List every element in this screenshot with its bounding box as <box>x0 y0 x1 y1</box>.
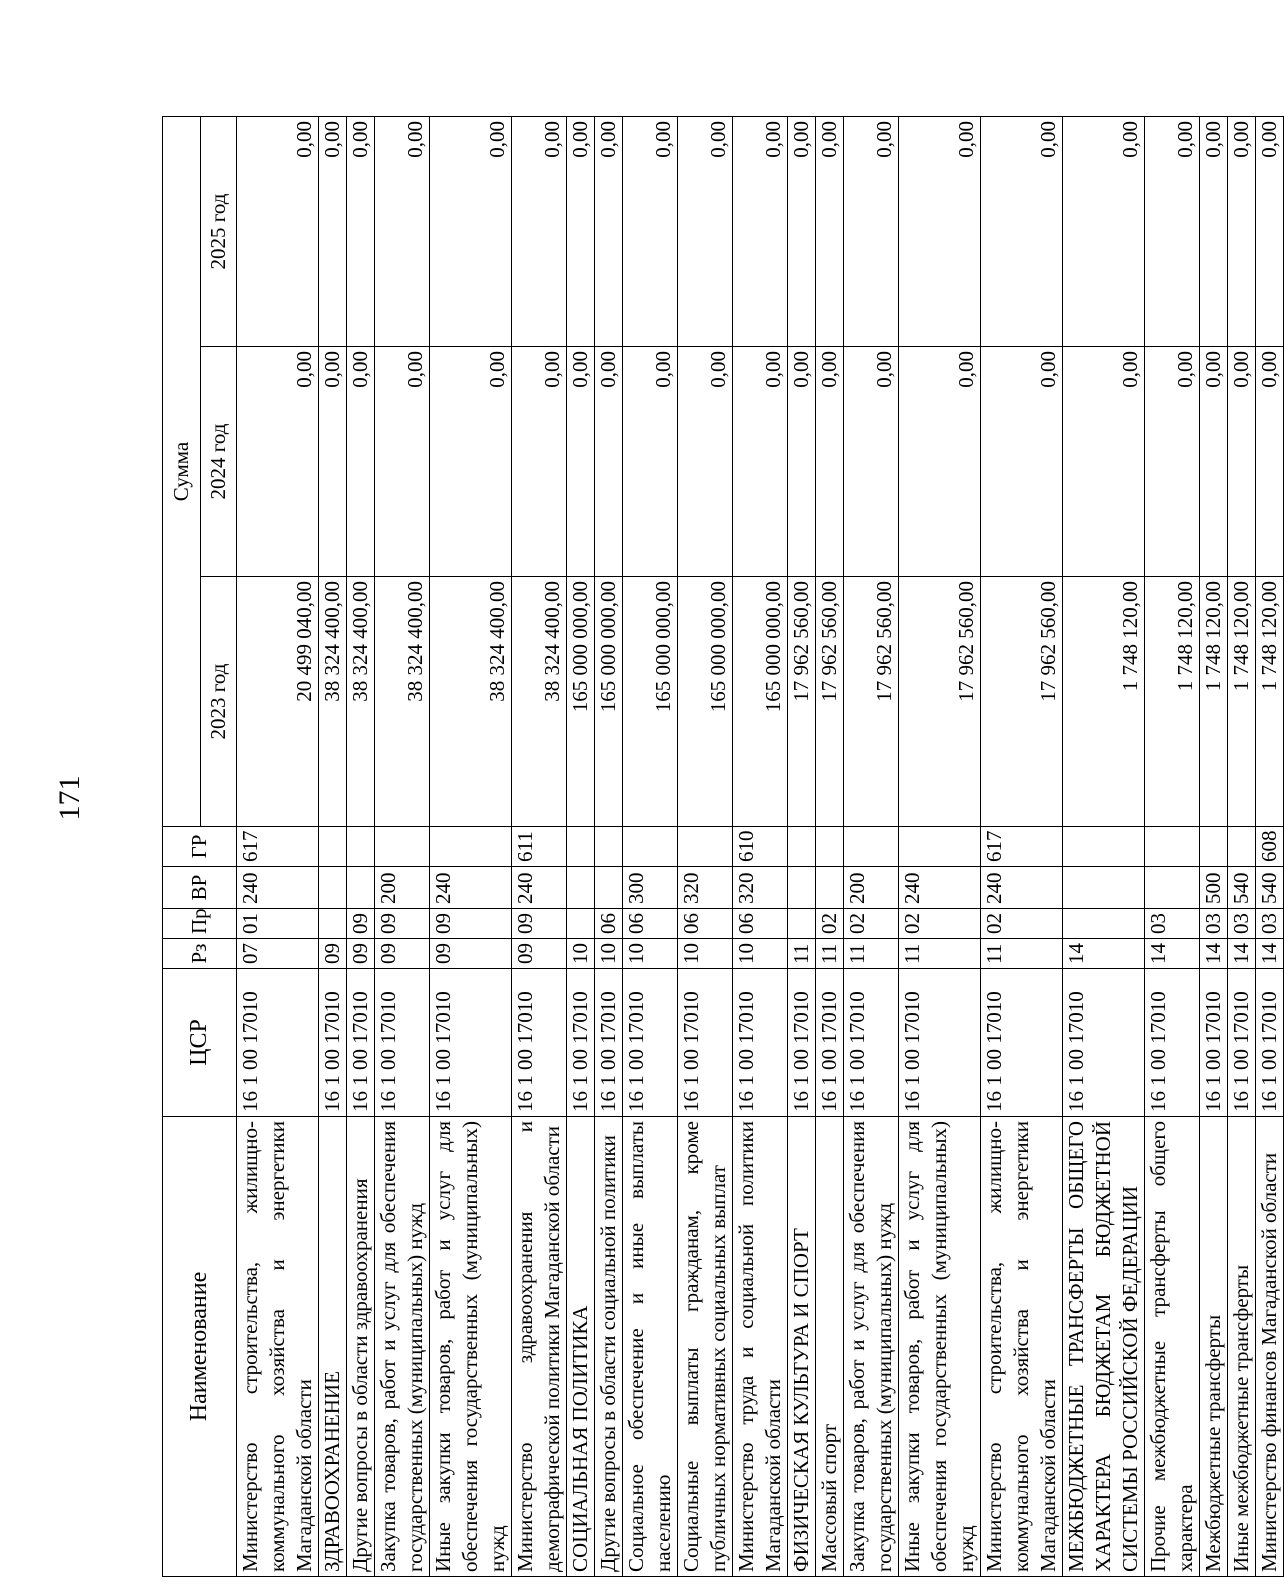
page-number: 171 <box>53 775 86 821</box>
row-rz: 10 <box>623 939 678 969</box>
row-gr: 617 <box>981 827 1063 867</box>
row-amount-2025: 0,00 <box>1228 116 1256 346</box>
row-pr: 03 <box>1145 909 1200 939</box>
row-vr: 540 <box>1256 867 1284 909</box>
row-pr: 09 <box>430 909 512 939</box>
row-rz: 10 <box>733 939 788 969</box>
row-gr <box>788 827 816 867</box>
row-vr: 240 <box>981 867 1063 909</box>
row-amount-2024: 0,00 <box>733 347 788 577</box>
row-amount-2024: 0,00 <box>816 347 844 577</box>
row-gr <box>899 827 981 867</box>
row-amount-2023: 17 962 560,00 <box>844 577 899 827</box>
row-amount-2023: 38 324 400,00 <box>430 577 512 827</box>
row-pr: 06 <box>733 909 788 939</box>
row-amount-2024: 0,00 <box>678 347 733 577</box>
row-amount-2023: 1 748 120,00 <box>1256 577 1284 827</box>
row-rz: 10 <box>595 939 623 969</box>
row-pr <box>567 909 595 939</box>
table-row <box>899 116 981 1576</box>
row-amount-2025: 0,00 <box>623 116 678 346</box>
row-vr: 540 <box>1228 867 1256 909</box>
row-vr <box>1063 867 1145 909</box>
table-row <box>319 116 347 1576</box>
row-csr: 16 1 00 17010 <box>899 969 981 1117</box>
row-name: Закупка товаров, работ и услуг для обеспечения государственных (муниципальных) нужд <box>375 1117 430 1577</box>
row-amount-2024: 0,00 <box>899 347 981 577</box>
row-pr: 01 <box>237 909 319 939</box>
table-row <box>1228 116 1256 1576</box>
row-gr <box>567 827 595 867</box>
row-csr: 16 1 00 17010 <box>733 969 788 1117</box>
row-gr <box>1200 827 1228 867</box>
row-vr: 320 <box>733 867 788 909</box>
row-amount-2025: 0,00 <box>319 116 347 346</box>
row-amount-2023: 38 324 400,00 <box>512 577 567 827</box>
row-csr: 16 1 00 17010 <box>981 969 1063 1117</box>
row-pr <box>788 909 816 939</box>
row-amount-2024: 0,00 <box>347 347 375 577</box>
row-name: Социальные выплаты гражданам, кроме публичных нормативных социальных выплат <box>678 1117 733 1577</box>
row-name: Межбюджетные трансферты <box>1200 1117 1228 1577</box>
row-amount-2023: 20 499 040,00 <box>237 577 319 827</box>
row-csr: 16 1 00 17010 <box>1200 969 1228 1117</box>
header-rz: Рз <box>163 939 237 969</box>
row-pr: 09 <box>375 909 430 939</box>
row-gr <box>1145 827 1200 867</box>
header-sum: Сумма <box>163 116 201 826</box>
row-amount-2025: 0,00 <box>788 116 816 346</box>
row-csr: 16 1 00 17010 <box>1145 969 1200 1117</box>
row-name: Другие вопросы в области здравоохранения <box>347 1117 375 1577</box>
row-gr <box>1228 827 1256 867</box>
table-row <box>512 116 567 1576</box>
row-name: Иные закупки товаров, работ и услуг для обеспечения государственных (муниципальных) нужд <box>430 1117 512 1577</box>
row-csr: 16 1 00 17010 <box>788 969 816 1117</box>
row-rz: 10 <box>567 939 595 969</box>
row-gr: 610 <box>733 827 788 867</box>
row-name: Иные межбюджетные трансферты <box>1228 1117 1256 1577</box>
row-rz: 11 <box>816 939 844 969</box>
row-gr <box>1063 827 1145 867</box>
row-gr: 608 <box>1256 827 1284 867</box>
row-rz: 09 <box>375 939 430 969</box>
row-gr <box>430 827 512 867</box>
row-vr <box>595 867 623 909</box>
row-csr: 16 1 00 17010 <box>375 969 430 1117</box>
row-amount-2025: 0,00 <box>981 116 1063 346</box>
row-gr <box>623 827 678 867</box>
table-row <box>567 116 595 1576</box>
row-amount-2024: 0,00 <box>788 347 816 577</box>
row-amount-2024: 0,00 <box>1145 347 1200 577</box>
row-csr: 16 1 00 17010 <box>347 969 375 1117</box>
row-vr: 200 <box>844 867 899 909</box>
row-vr: 300 <box>623 867 678 909</box>
row-pr: 02 <box>816 909 844 939</box>
row-vr: 200 <box>375 867 430 909</box>
row-rz: 11 <box>844 939 899 969</box>
row-amount-2023: 165 000 000,00 <box>623 577 678 827</box>
row-name: Иные закупки товаров, работ и услуг для обеспечения государственных (муниципальных) нужд <box>899 1117 981 1577</box>
row-amount-2024: 0,00 <box>844 347 899 577</box>
row-amount-2023: 38 324 400,00 <box>347 577 375 827</box>
row-name: Закупка товаров, работ и услуг для обеспечения государственных (муниципальных) нужд <box>844 1117 899 1577</box>
row-vr <box>347 867 375 909</box>
table-row <box>816 116 844 1576</box>
table-row <box>844 116 899 1576</box>
row-rz: 09 <box>512 939 567 969</box>
table-row <box>1145 116 1200 1576</box>
row-csr: 16 1 00 17010 <box>844 969 899 1117</box>
row-csr: 16 1 00 17010 <box>1063 969 1145 1117</box>
row-amount-2023: 1 748 120,00 <box>1200 577 1228 827</box>
row-gr <box>816 827 844 867</box>
row-name: Массовый спорт <box>816 1117 844 1577</box>
row-amount-2025: 0,00 <box>375 116 430 346</box>
row-csr: 16 1 00 17010 <box>595 969 623 1117</box>
row-amount-2024: 0,00 <box>1228 347 1256 577</box>
row-pr: 03 <box>1200 909 1228 939</box>
row-amount-2025: 0,00 <box>347 116 375 346</box>
row-gr <box>347 827 375 867</box>
row-vr: 240 <box>430 867 512 909</box>
row-gr <box>319 827 347 867</box>
row-gr: 611 <box>512 827 567 867</box>
row-name: Прочие межбюджетные трансферты общего характера <box>1145 1117 1200 1577</box>
row-vr <box>816 867 844 909</box>
row-gr <box>844 827 899 867</box>
header-pr: Пр <box>163 909 237 939</box>
row-amount-2023: 165 000 000,00 <box>678 577 733 827</box>
row-amount-2024: 0,00 <box>237 347 319 577</box>
header-csr: ЦСР <box>163 969 237 1117</box>
row-vr: 240 <box>237 867 319 909</box>
row-amount-2024: 0,00 <box>512 347 567 577</box>
row-amount-2023: 38 324 400,00 <box>319 577 347 827</box>
row-amount-2025: 0,00 <box>844 116 899 346</box>
table-body <box>237 116 1284 1576</box>
row-amount-2025: 0,00 <box>1256 116 1284 346</box>
budget-table <box>162 116 1284 1577</box>
row-vr <box>567 867 595 909</box>
table-row <box>430 116 512 1576</box>
row-name: ФИЗИЧЕСКАЯ КУЛЬТУРА И СПОРТ <box>788 1117 816 1577</box>
table-row <box>678 116 733 1576</box>
row-name: Министерство здравоохранения и демографической политики Магаданской области <box>512 1117 567 1577</box>
row-amount-2025: 0,00 <box>430 116 512 346</box>
row-amount-2025: 0,00 <box>237 116 319 346</box>
row-amount-2025: 0,00 <box>512 116 567 346</box>
row-rz: 14 <box>1200 939 1228 969</box>
header-gr: ГР <box>163 827 237 867</box>
row-rz: 14 <box>1063 939 1145 969</box>
row-amount-2023: 1 748 120,00 <box>1145 577 1200 827</box>
table-row <box>1063 116 1145 1576</box>
row-csr: 16 1 00 17010 <box>237 969 319 1117</box>
row-vr: 320 <box>678 867 733 909</box>
header-2024: 2024 год <box>201 347 237 577</box>
row-name: Социальное обеспечение и иные выплаты населению <box>623 1117 678 1577</box>
row-amount-2024: 0,00 <box>1063 347 1145 577</box>
row-gr <box>375 827 430 867</box>
row-amount-2025: 0,00 <box>595 116 623 346</box>
row-amount-2023: 1 748 120,00 <box>1063 577 1145 827</box>
row-amount-2025: 0,00 <box>1063 116 1145 346</box>
row-amount-2025: 0,00 <box>1200 116 1228 346</box>
row-amount-2023: 165 000 000,00 <box>733 577 788 827</box>
row-csr: 16 1 00 17010 <box>1228 969 1256 1117</box>
row-name: Министерство строительства, жилищно-коммунального хозяйства и энергетики Магаданской области <box>981 1117 1063 1577</box>
row-rz: 14 <box>1145 939 1200 969</box>
header-2025: 2025 год <box>201 116 237 346</box>
row-rz: 14 <box>1256 939 1284 969</box>
row-csr: 16 1 00 17010 <box>623 969 678 1117</box>
row-rz: 09 <box>319 939 347 969</box>
table-row <box>347 116 375 1576</box>
row-rz: 14 <box>1228 939 1256 969</box>
row-amount-2023: 38 324 400,00 <box>375 577 430 827</box>
row-vr <box>1145 867 1200 909</box>
row-csr: 16 1 00 17010 <box>430 969 512 1117</box>
row-rz: 09 <box>430 939 512 969</box>
row-vr <box>788 867 816 909</box>
table-row <box>733 116 788 1576</box>
row-amount-2023: 17 962 560,00 <box>816 577 844 827</box>
row-csr: 16 1 00 17010 <box>678 969 733 1117</box>
row-name: Министерство финансов Магаданской области <box>1256 1117 1284 1577</box>
row-csr: 16 1 00 17010 <box>319 969 347 1117</box>
row-gr: 617 <box>237 827 319 867</box>
row-amount-2023: 1 748 120,00 <box>1228 577 1256 827</box>
row-amount-2025: 0,00 <box>567 116 595 346</box>
row-gr <box>678 827 733 867</box>
table-row <box>623 116 678 1576</box>
row-rz: 09 <box>347 939 375 969</box>
table-row <box>237 116 319 1576</box>
row-amount-2023: 17 962 560,00 <box>981 577 1063 827</box>
row-name: МЕЖБЮДЖЕТНЫЕ ТРАНСФЕРТЫ ОБЩЕГО ХАРАКТЕРА БЮДЖЕТАМ БЮДЖЕТНОЙ СИСТЕМЫ РОССИЙСКОЙ ФЕДЕРАЦИИ <box>1063 1117 1145 1577</box>
rotated-table-container <box>162 117 1281 1577</box>
row-amount-2024: 0,00 <box>595 347 623 577</box>
row-amount-2025: 0,00 <box>733 116 788 346</box>
row-name: Министерство труда и социальной политики Магаданской области <box>733 1117 788 1577</box>
row-vr: 500 <box>1200 867 1228 909</box>
row-amount-2023: 17 962 560,00 <box>788 577 816 827</box>
row-pr: 03 <box>1256 909 1284 939</box>
row-pr: 09 <box>347 909 375 939</box>
row-amount-2024: 0,00 <box>1256 347 1284 577</box>
row-pr: 09 <box>512 909 567 939</box>
row-name: Министерство строительства, жилищно-коммунального хозяйства и энергетики Магаданской области <box>237 1117 319 1577</box>
row-amount-2024: 0,00 <box>319 347 347 577</box>
row-pr: 06 <box>623 909 678 939</box>
row-pr <box>319 909 347 939</box>
table-row <box>981 116 1063 1576</box>
row-rz: 11 <box>899 939 981 969</box>
row-name: Другие вопросы в области социальной политики <box>595 1117 623 1577</box>
header-vr: ВР <box>163 867 237 909</box>
row-csr: 16 1 00 17010 <box>1256 969 1284 1117</box>
row-rz: 10 <box>678 939 733 969</box>
row-amount-2024: 0,00 <box>567 347 595 577</box>
row-amount-2024: 0,00 <box>981 347 1063 577</box>
row-vr: 240 <box>512 867 567 909</box>
row-csr: 16 1 00 17010 <box>816 969 844 1117</box>
table-row <box>595 116 623 1576</box>
header-2023: 2023 год <box>201 577 237 827</box>
table-row <box>375 116 430 1576</box>
table-row <box>788 116 816 1576</box>
row-amount-2024: 0,00 <box>430 347 512 577</box>
row-vr: 240 <box>899 867 981 909</box>
row-amount-2025: 0,00 <box>899 116 981 346</box>
row-rz: 07 <box>237 939 319 969</box>
row-csr: 16 1 00 17010 <box>512 969 567 1117</box>
row-amount-2025: 0,00 <box>816 116 844 346</box>
header-name: Наименование <box>163 1117 237 1577</box>
row-rz: 11 <box>788 939 816 969</box>
row-amount-2024: 0,00 <box>623 347 678 577</box>
row-csr: 16 1 00 17010 <box>567 969 595 1117</box>
row-pr: 02 <box>899 909 981 939</box>
row-gr <box>595 827 623 867</box>
row-amount-2025: 0,00 <box>1145 116 1200 346</box>
table-row <box>1256 116 1284 1576</box>
row-amount-2024: 0,00 <box>375 347 430 577</box>
row-amount-2023: 17 962 560,00 <box>899 577 981 827</box>
row-name: ЗДРАВООХРАНЕНИЕ <box>319 1117 347 1577</box>
row-pr: 06 <box>595 909 623 939</box>
row-pr <box>1063 909 1145 939</box>
row-pr: 06 <box>678 909 733 939</box>
row-amount-2023: 165 000 000,00 <box>567 577 595 827</box>
row-amount-2024: 0,00 <box>1200 347 1228 577</box>
row-pr: 02 <box>844 909 899 939</box>
row-amount-2025: 0,00 <box>678 116 733 346</box>
row-name: СОЦИАЛЬНАЯ ПОЛИТИКА <box>567 1117 595 1577</box>
row-pr: 03 <box>1228 909 1256 939</box>
row-vr <box>319 867 347 909</box>
row-rz: 11 <box>981 939 1063 969</box>
row-pr: 02 <box>981 909 1063 939</box>
table-row <box>1200 116 1228 1576</box>
row-amount-2023: 165 000 000,00 <box>595 577 623 827</box>
